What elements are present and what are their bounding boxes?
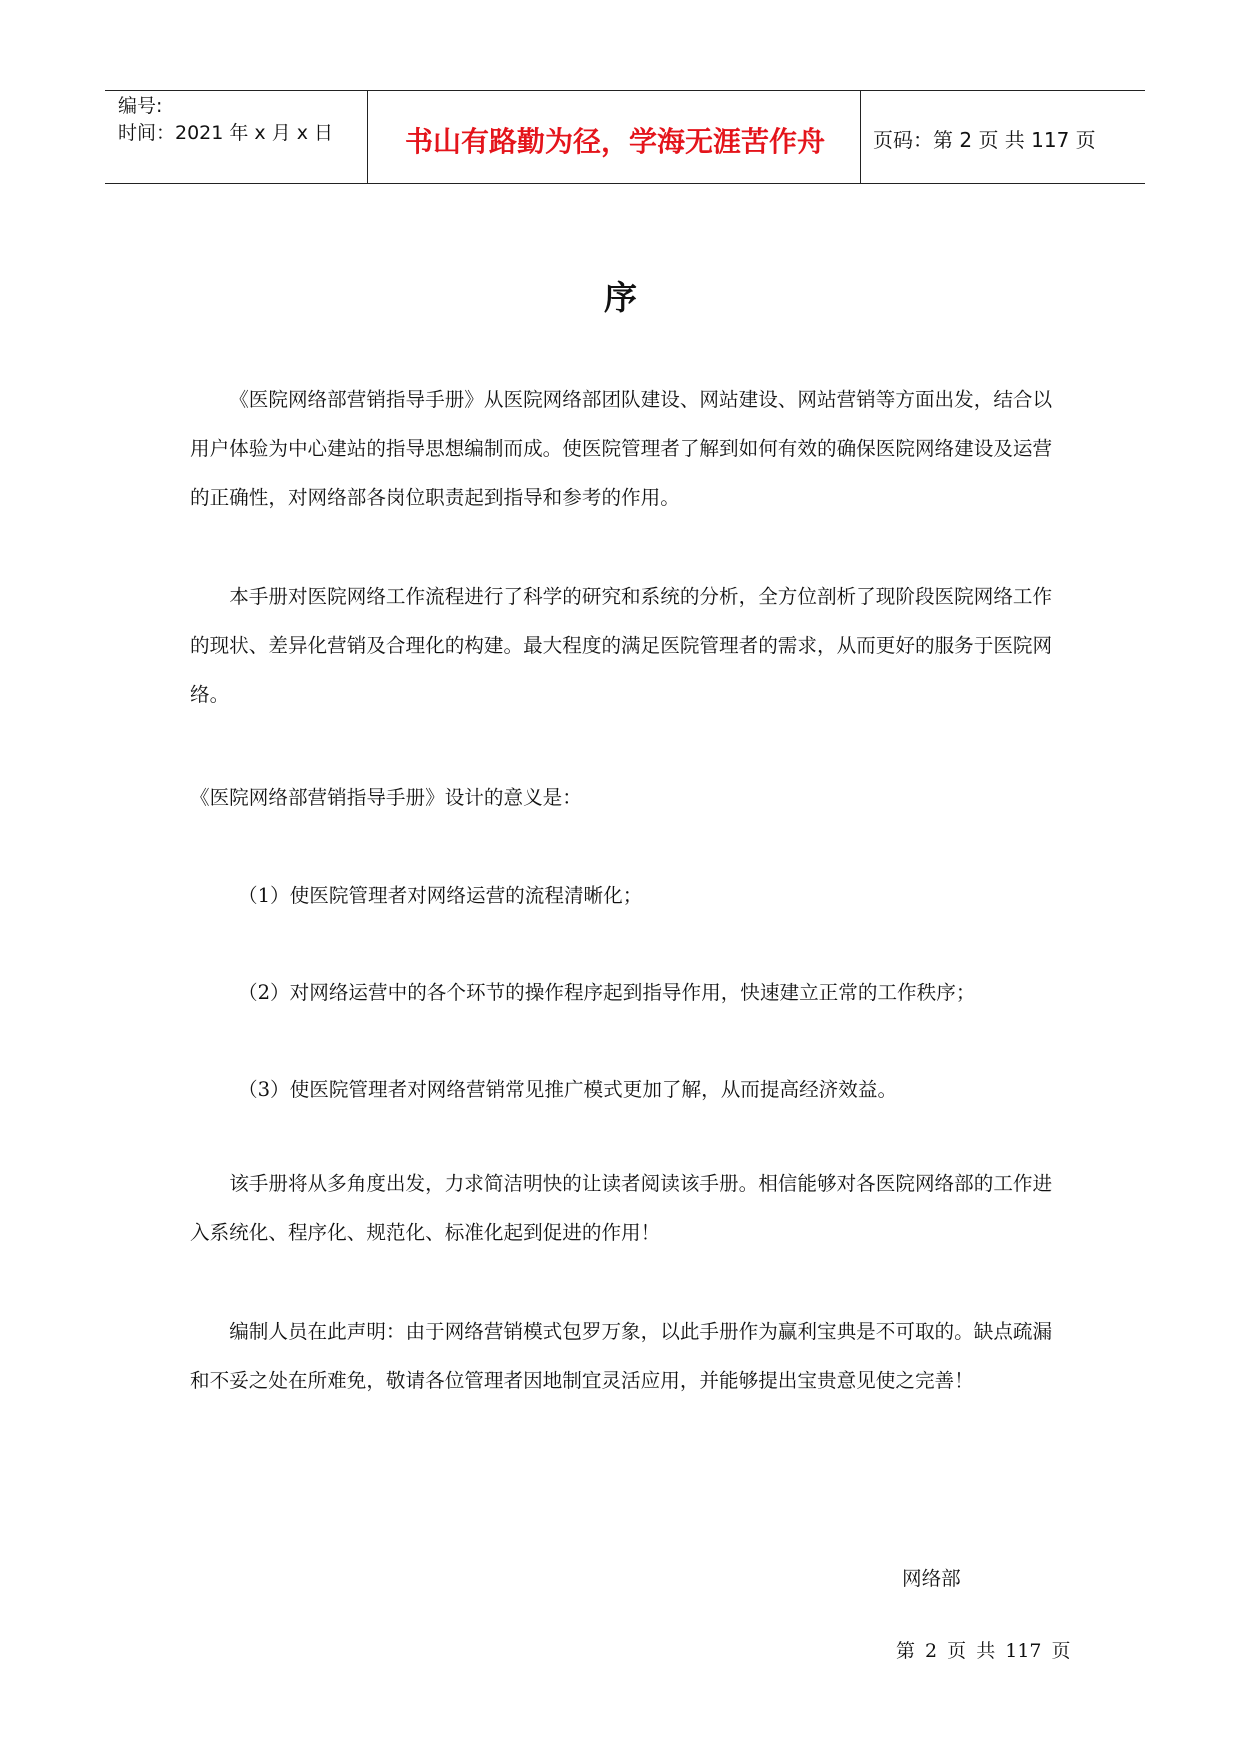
header-page-code: 页码：第 2 页 共 117 页 bbox=[873, 128, 1096, 152]
header-time-label: 时间：2021 年 x 月 x 日 bbox=[118, 122, 334, 144]
paragraph-intro: 《医院网络部营销指导手册》从医院网络部团队建设、网站建设、网站营销等方面出发，结合以用户体验为中心建站的指导思想编制而成。使医院管理者了解到如何有效的确保医院网络建设及运营的正确性，对网络部各岗位职责起到指导和参考的作用。 bbox=[190, 388, 1053, 509]
header-divider-right bbox=[860, 90, 861, 183]
paragraph-disclaimer: 编制人员在此声明：由于网络营销模式包罗万象，以此手册作为赢利宝典是不可取的。缺点疏漏和不妥之处在所难免，敬请各位管理者因地制宜灵活应用，并能够提出宝贵意见使之完善！ bbox=[190, 1320, 1053, 1392]
header-code-label: 编号: bbox=[118, 95, 163, 117]
header-motto: 书山有路勤为径，学海无涯苦作舟 bbox=[404, 125, 825, 158]
paragraph-analysis: 本手册对医院网络工作流程进行了科学的研究和系统的分析，全方位剖析了现阶段医院网络工作的现状、差异化营销及合理化的构建。最大程度的满足医院管理者的需求，从而更好的服务于医院网络。 bbox=[190, 585, 1053, 706]
header-divider-left bbox=[367, 90, 368, 183]
page-title: 序 bbox=[604, 278, 637, 317]
header-meta bbox=[118, 93, 333, 147]
purpose-item-3: （3）使医院管理者对网络营销常见推广模式更加了解，从而提高经济效益。 bbox=[238, 1078, 898, 1101]
purpose-item-2: （2）对网络运营中的各个环节的操作程序起到指导作用，快速建立正常的工作秩序； bbox=[238, 981, 976, 1004]
page-footer: 第 2 页 共 117 页 bbox=[896, 1640, 1071, 1662]
paragraph-goal: 该手册将从多角度出发，力求简洁明快的让读者阅读该手册。相信能够对各医院网络部的工作进入系统化、程序化、规范化、标准化起到促进的作用！ bbox=[190, 1172, 1053, 1244]
purpose-heading: 《医院网络部营销指导手册》设计的意义是： bbox=[190, 786, 582, 809]
header-bottom-rule bbox=[105, 183, 1145, 184]
header-top-rule bbox=[105, 90, 1145, 91]
signature: 网络部 bbox=[902, 1567, 961, 1590]
purpose-item-1: （1）使医院管理者对网络运营的流程清晰化； bbox=[238, 884, 643, 907]
